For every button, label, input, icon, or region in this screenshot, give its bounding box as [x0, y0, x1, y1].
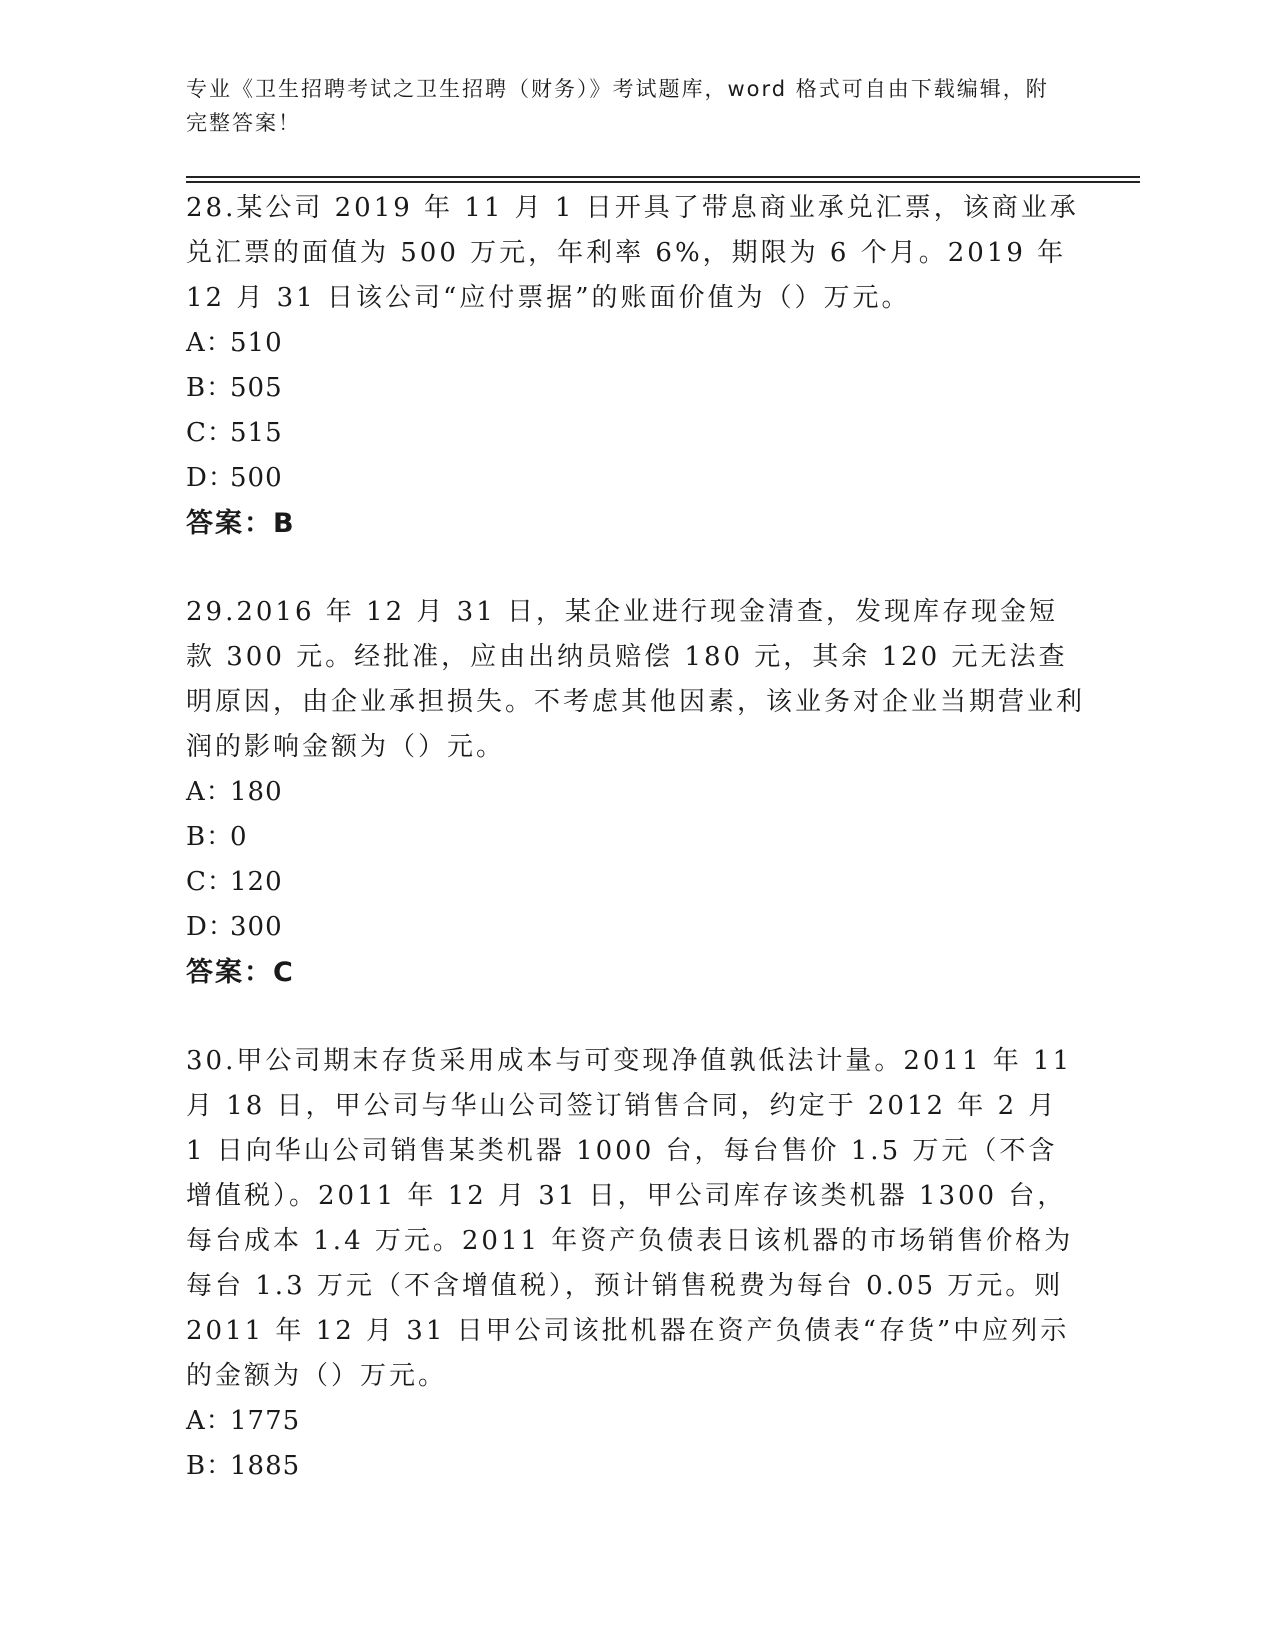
option-value: 1775 [230, 1406, 301, 1436]
option-label: B： [186, 822, 234, 852]
option-b [186, 815, 1086, 860]
question-text: 28.某公司 2019 年 11 月 1 日开具了带息商业承兑汇票，该商业承兑汇票的面值为 500 万元，年利率 6%，期限为 6 个月。2019 年 12 月 31 日该公司“应付票据”的账面价值为（）万元。 [186, 193, 1079, 313]
option-label: A： [186, 328, 233, 358]
option-value: 300 [230, 912, 283, 942]
option-a [186, 1399, 1086, 1444]
option-label: D： [186, 463, 235, 493]
question-29 [186, 590, 1086, 995]
header-title: 专业《卫生招聘考试之卫生招聘（财务）》考试题库，word 格式可自由下载编辑，附完整答案！ [186, 77, 1049, 135]
option-label: B： [186, 373, 234, 403]
question-text: 29.2016 年 12 月 31 日，某企业进行现金清查，发现库存现金短款 300 元。经批准，应由出纳员赔偿 180 元，其余 120 元无法查明原因，由企业承担损失。不考虑其他因素，该业务对企业当期营业利润的影响金额为（）元。 [186, 597, 1086, 762]
question-30 [186, 1039, 1086, 1489]
option-c [186, 411, 1086, 456]
document-header [186, 72, 1066, 140]
option-label: C： [186, 867, 234, 897]
question-28 [186, 186, 1086, 546]
option-value: 510 [230, 328, 283, 358]
option-label: A： [186, 777, 233, 807]
option-d [186, 456, 1086, 501]
question-text: 30.甲公司期末存货采用成本与可变现净值孰低法计量。2011 年 11 月 18 日，甲公司与华山公司签订销售合同，约定于 2012 年 2 月 1 日向华山公司销售某类机器 1000 台，每台售价 1.5 万元（不含增值税）。2011 年 12 月 31 日，甲公司库存该类机器 1300 台，每台成本 1.4 万元。2011 年资产负债表日该机器的市场销售价格为每台 1.3 万元（不含增值税），预计销售税费为每台 0.05 万元。则 2011 年 12 月 31 日甲公司该批机器在资产负债表“存货”中应列示的金额为（）万元。 [186, 1046, 1074, 1391]
option-a [186, 321, 1086, 366]
option-label: B： [186, 1451, 234, 1481]
option-value: 515 [230, 418, 283, 448]
option-value: 180 [230, 777, 283, 807]
option-value: 0 [230, 822, 248, 852]
option-c [186, 860, 1086, 905]
question-list [186, 186, 1086, 1533]
option-value: 500 [230, 463, 283, 493]
option-label: A： [186, 1406, 233, 1436]
option-b [186, 366, 1086, 411]
answer: 答案：C [186, 957, 295, 988]
option-label: C： [186, 418, 234, 448]
option-a [186, 770, 1086, 815]
option-value: 120 [230, 867, 283, 897]
answer: 答案：B [186, 508, 296, 539]
header-rule-bottom [186, 181, 1140, 183]
option-b [186, 1444, 1086, 1489]
option-d [186, 905, 1086, 950]
option-value: 505 [230, 373, 283, 403]
header-rule-top [186, 176, 1140, 178]
option-value: 1885 [230, 1451, 301, 1481]
option-label: D： [186, 912, 235, 942]
